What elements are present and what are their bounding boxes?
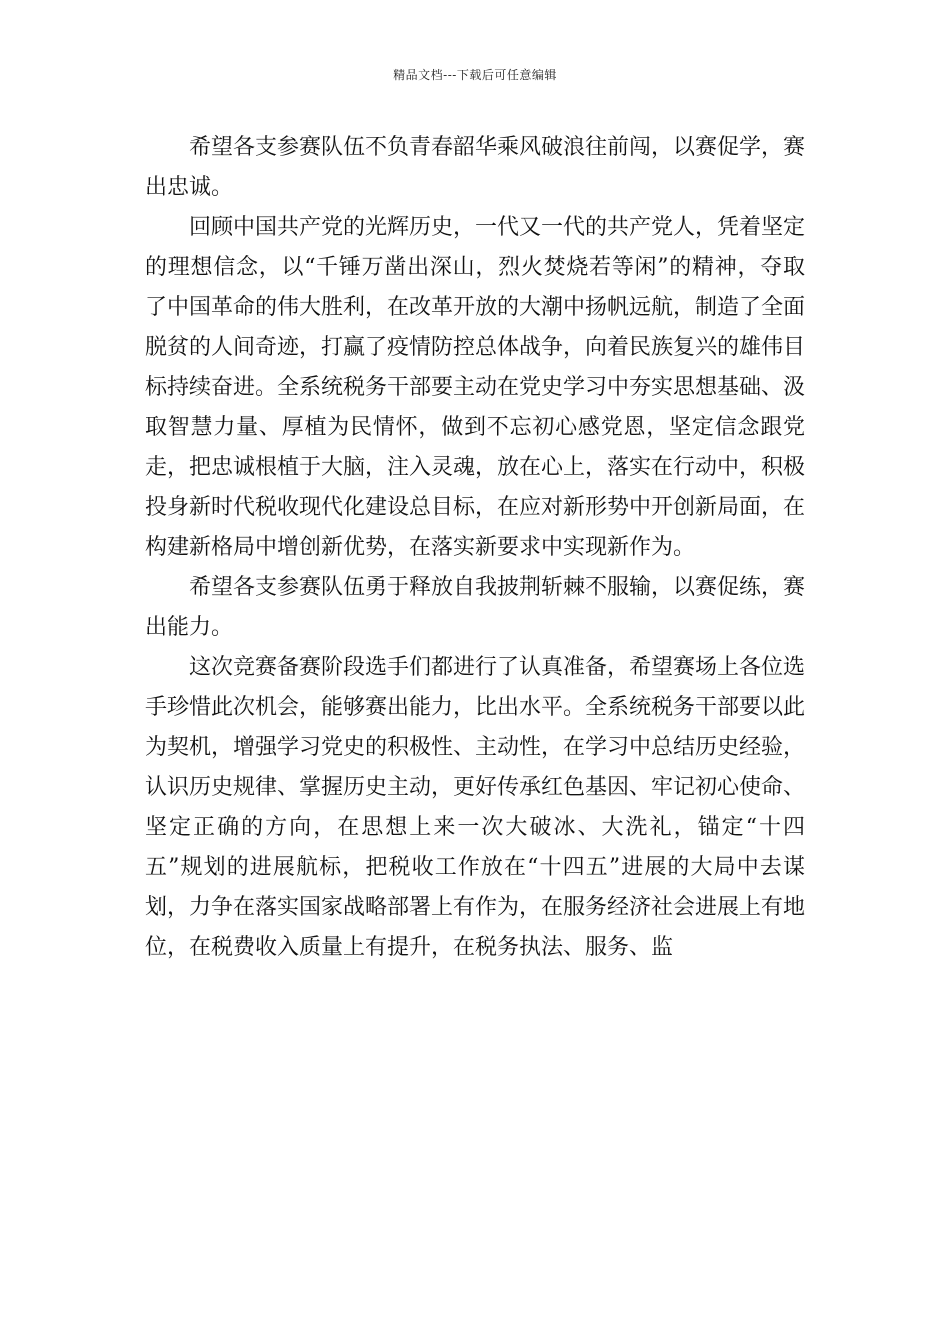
paragraph-4: 这次竞赛备赛阶段选手们都进行了认真准备，希望赛场上各位选手珍惜此次机会，能够赛出能力，比出水平。全系统税务干部要以此为契机，增强学习党史的积极性、主动性，在学习中总结历史经验，认识历史规律、掌握历史主动，更好传承红色基因、牢记初心使命、坚定正确的方向，在思想上来一次大破冰、大洗礼，锚定“十四五”规划的进展航标，把税收工作放在“十四五”进展的大局中去谋划，力争在落实国家战略部署上有作为，在服务经济社会进展上有地位，在税费收入质量上有提升，在税务执法、服务、监 — [145, 655, 806, 960]
document-body — [145, 128, 805, 968]
paragraph-2: 回顾中国共产党的光辉历史，一代又一代的共产党人，凭着坚定的理想信念，以“千锤万凿出深山，烈火焚烧若等闲”的精神，夺取了中国革命的伟大胜利，在改革开放的大潮中扬帆远航，制造了全面脱贫的人间奇迹，打赢了疫情防控总体战争，向着民族复兴的雄伟目标持续奋进。全系统税务干部要主动在党史学习中夯实思想基础、汲取智慧力量、厚植为民情怀，做到不忘初心感党恩，坚定信念跟党走，把忠诚根植于大脑，注入灵魂，放在心上，落实在行动中，积极投身新时代税收现代化建设总目标，在应对新形势中开创新局面，在构建新格局中增创新优势，在落实新要求中实现新作为。 — [145, 215, 806, 560]
paragraph-1: 希望各支参赛队伍不负青春韶华乘风破浪往前闯，以赛促学，赛出忠诚。 — [145, 135, 806, 200]
running-header: 精品文档---下载后可任意编辑 — [393, 68, 557, 82]
paragraph-3: 希望各支参赛队伍勇于释放自我披荆斩棘不服输，以赛促练，赛出能力。 — [145, 575, 806, 640]
